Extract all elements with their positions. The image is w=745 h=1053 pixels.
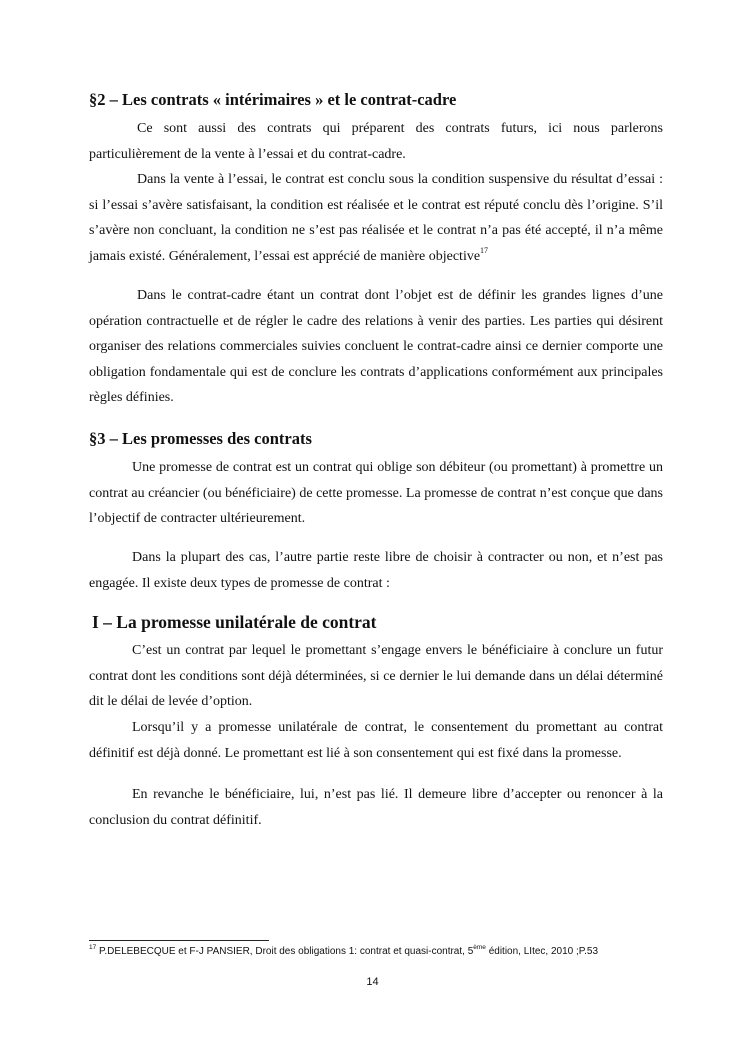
section-2-paragraph-1: Ce sont aussi des contrats qui préparent des contrats futurs, ici nous parlerons particulièrement de la vente à l’essai et du contrat-cadre. (89, 121, 663, 162)
section-2-paragraph-3: Dans le contrat-cadre étant un contrat dont l’objet est de définir les grandes lignes d’une opération contractuelle et de régler le cadre des relations à venir des parties. Les parties qui désirent organiser des relations commerciales suivies concluent le contrat-cadre ainsi ce dernier comporte une obligation fondamentale qui est de conclure les contrats d’applications conformément aux principales règles définies. (89, 288, 663, 405)
section-2-heading: §2 – Les contrats « intérimaires » et le contrat-cadre (89, 90, 457, 109)
footnote-superscript: ème (473, 944, 486, 951)
subsection-i-paragraph-3: En revanche le bénéficiaire, lui, n’est pas lié. Il demeure libre d’accepter ou renoncer à la conclusion du contrat définitif. (89, 787, 663, 828)
subsection-i-paragraph-1: C’est un contrat par lequel le promettant s’engage envers le bénéficiaire à conclure un futur contrat dont les conditions sont déjà déterminées, si ce dernier le lui demande dans un délai déterminé dit le délai de levée d’option. (89, 643, 663, 709)
page-number: 14 (366, 976, 379, 988)
footnote-number: 17 (89, 944, 97, 951)
section-2-paragraph-2 (89, 167, 663, 269)
section-3-paragraph-2: Dans la plupart des cas, l’autre partie reste libre de choisir à contracter ou non, et n’est pas engagée. Il existe deux types de promesse de contrat : (89, 550, 663, 591)
footnote-text-after: édition, LItec, 2010 ;P.53 (485, 946, 599, 957)
footnote (89, 946, 689, 957)
subsection-i-paragraph-2: Lorsqu’il y a promesse unilatérale de contrat, le consentement du promettant au contrat définitif est déjà donné. Le promettant est lié à son consentement qui est fixé dans la promesse. (89, 720, 663, 761)
footnote-reference[interactable]: 17 (480, 245, 489, 255)
section-2-paragraph-2-text: Dans la vente à l’essai, le contrat est conclu sous la condition suspensive du résultat d’essai : si l’essai s’avère satisfaisant, la condition est réalisée et le contrat est réputé conclu dès l’origine. S’il s’avère non concluant, la condition ne s’est pas réalisée et le contrat n’a pas été accepté, il n’a même jamais existé. Généralement, l’essai est apprécié de manière objective (89, 172, 663, 264)
subsection-i-heading: I – La promesse unilatérale de contrat (92, 612, 377, 632)
section-3-heading: §3 – Les promesses des contrats (89, 429, 312, 448)
footnote-separator (89, 940, 269, 941)
footnote-text-before: P.DELEBECQUE et F-J PANSIER, Droit des obligations 1: contrat et quasi-contrat, 5 (99, 946, 474, 957)
section-3-paragraph-1: Une promesse de contrat est un contrat qui oblige son débiteur (ou promettant) à promettre un contrat au créancier (ou bénéficiaire) de cette promesse. La promesse de contrat n’est conçue que dans l’objectif de contracter ultérieurement. (89, 460, 663, 526)
